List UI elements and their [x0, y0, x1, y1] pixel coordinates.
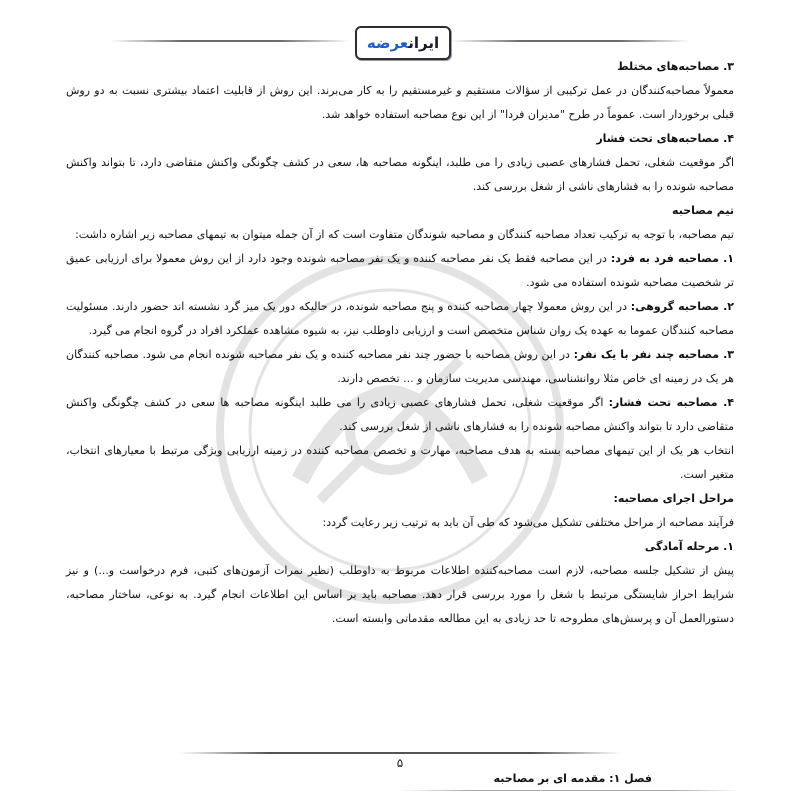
list-item-text: اگر موقعیت شغلی، تحمل فشارهای عصبی زیادی را می طلبد اینگونه مصاحبه ها سعی در کشف چگونگی واکنش متقاضی دارد تا بتواند واکنش مصاحبه شونده را به فشارهای ناشی از شغل بررسی کند. — [66, 396, 734, 433]
paragraph: پیش از تشکیل جلسه مصاحبه، لازم است مصاحبه‌کننده اطلاعات مربوط به داوطلب (نظیر نمرات آزمون‌های کتبی، فرم درخواست و...) و نیز شرایط احراز شایستگی مرتبط با شغل را مورد بررسی قرار دهد. مصاحبه باید بر اساس این اطلاعات انجام گیرد. به نوعی، ساختار مصاحبه، دستورالعمل آن و پرسش‌های مطروحه تا حد زیادی به این مطالعه مقدماتی وابسته است. — [66, 564, 734, 625]
list-item-label: ۴. مصاحبه تحت فشار: — [608, 396, 734, 409]
list-item — [66, 343, 734, 391]
paragraph: انتخاب هر یک از این تیمهای مصاحبه بسته به هدف مصاحبه، مهارت و تخصص مصاحبه کننده در زمینه ارزیابی ویژگی مرتبط با معیارهای انتخاب، متغیر است. — [66, 444, 734, 481]
list-item-text: در این روش مصاحبه با حضور چند نفر مصاحبه کننده و یک نفر مصاحبه شونده انجام می شود. مصاحبه کنندگان هر یک در زمینه ای خاص مثلا روانشناسی، مهندسی مدیریت سازمان و ... تخصص دارند. — [66, 348, 734, 385]
section-heading: تیم مصاحبه — [672, 204, 734, 217]
section-heading: ۴. مصاحبه‌های تحت فشار — [596, 132, 734, 145]
footer-rule — [400, 790, 740, 791]
section-heading: مراحل اجرای مصاحبه: — [613, 492, 734, 505]
list-item-label: ۱. مصاحبه فرد به فرد: — [610, 252, 734, 265]
logo-accent-text: عرضه — [366, 34, 409, 52]
logo-main-text: ایران — [408, 34, 440, 52]
paragraph: اگر موقعیت شغلی، تحمل فشارهای عصبی زیادی را می طلبد، اینگونه مصاحبه ها، سعی در کشف چگونگی واکنش متقاضی دارد، تا بتواند واکنش مصاحبه شونده را به فشارهای ناشی از شغل بررسی کند. — [66, 156, 734, 193]
header-divider-left — [110, 40, 350, 42]
list-item-label: ۳. مصاحبه چند نفر با یک نفر: — [573, 348, 734, 361]
list-item-label: ۲. مصاحبه گروهی: — [630, 300, 734, 313]
paragraph: فرآیند مصاحبه از مراحل مختلفی تشکیل می‌شود که طی آن باید به ترتیب زیر رعایت گردد: — [322, 516, 734, 529]
paragraph: معمولاً مصاحبه‌کنندگان در عمل ترکیبی از سؤالات مستقیم و غیرمستقیم را به کار می‌برند. این روش از قابلیت اعتماد بیشتری نسبت به دو روش قبلی برخوردار است. عموماً در طرح "مدیران فردا" از این نوع مصاحبه استفاده خواهد شد. — [66, 84, 734, 121]
document-body — [66, 55, 734, 631]
list-item-text: در این مصاحبه فقط یک نفر مصاحبه کننده و یک نفر مصاحبه شونده وجود دارد از این روش معمولا برای ارزیابی عمیق تر شخصیت مصاحبه شونده استفاده می شود. — [66, 252, 734, 289]
list-item — [66, 391, 734, 439]
paragraph: تیم مصاحبه، با توجه به ترکیب تعداد مصاحبه کنندگان و مصاحبه شوندگان متفاوت است که از آن جمله میتوان به تیمهای مصاحبه زیر اشاره داشت: — [75, 228, 734, 241]
list-item — [66, 295, 734, 343]
footer-divider — [180, 752, 620, 754]
page-header — [0, 10, 800, 50]
list-item — [66, 247, 734, 295]
list-item-text: در این روش معمولا چهار مصاحبه کننده و پنج مصاحبه شونده، در حالیکه دور یک میز گرد نشسته اند حضور دارند. مسئولیت مصاحبه کنندگان عموما به عهده یک روان شناس متخصص است و ارزیابی داوطلب نیز، به شیوه مشاهده عملکرد افراد در گروه انجام می گیرد. — [66, 300, 734, 337]
header-divider-right — [450, 40, 690, 42]
chapter-title: فصل ۱: مقدمه ای بر مصاحبه — [493, 772, 652, 785]
logo-text — [367, 34, 439, 52]
page-number: ۵ — [396, 756, 404, 770]
section-heading: ۳. مصاحبه‌های مختلط — [617, 60, 734, 73]
section-heading: ۱. مرحله آمادگی — [644, 540, 734, 553]
